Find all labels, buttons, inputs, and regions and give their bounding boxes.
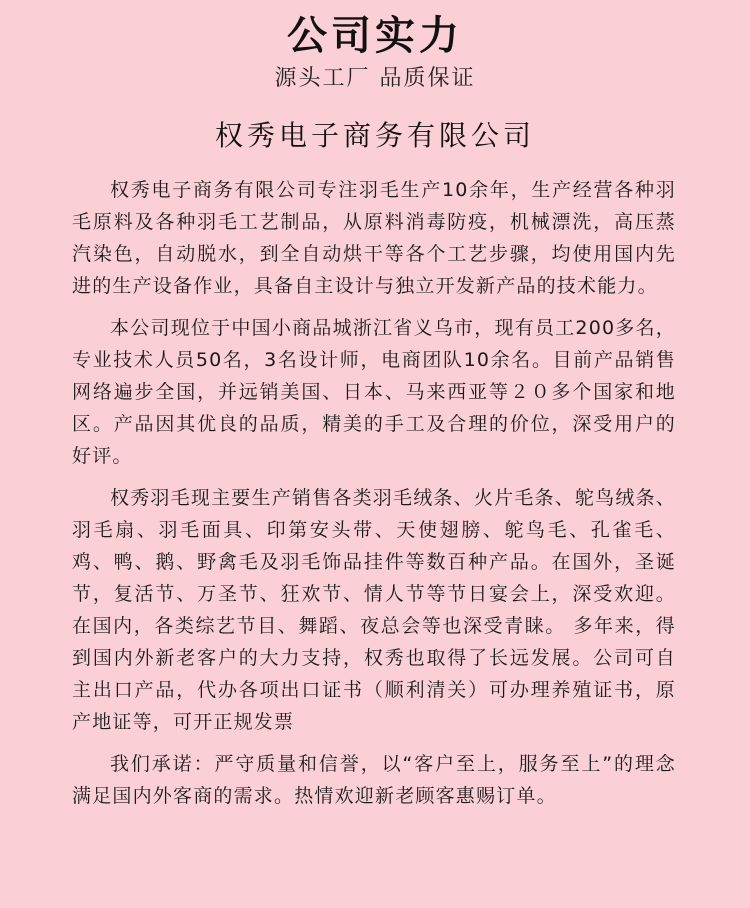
- company-name-heading: 权秀电子商务有限公司: [214, 119, 535, 152]
- paragraph-products: 权秀羽毛现主要生产销售各类羽毛绒条、火片毛条、鸵鸟绒条、羽毛扇、羽毛面具、印第安头带、天使翅膀、鸵鸟毛、孔雀毛、鸡、鸭、鹅、野禽毛及羽毛饰品挂件等数百种产品。在国外，圣诞节，复活节、万圣节、狂欢节、情人节等节日宴会上，深受欢迎。在国内，各类综艺节目、舞蹈、夜总会等也深受青睐。 多年来，得到国内外新老客户的大力支持，权秀也取得了长远发展。公司可自主出口产品，代办各项出口证书（顺利清关）可办理养殖证书，原产地证等，可开正规发票: [72, 487, 676, 733]
- paragraph-introduction: 权秀电子商务有限公司专注羽毛生产10余年，生产经营各种羽毛原料及各种羽毛工艺制品，从原料消毒防疫，机械漂洗，高压蒸汽染色，自动脱水，到全自动烘干等各个工艺步骤，均使用国内先进的生产设备作业，具备自主设计与独立开发新产品的技术能力。: [72, 179, 676, 297]
- paragraph-location-staff: 本公司现位于中国小商品城浙江省义乌市，现有员工200多名，专业技术人员50名，3名设计师，电商团队10余名。目前产品销售网络遍步全国，并远销美国、日本、马来西亚等２０多个国家和地区。产品因其优良的品质，精美的手工及合理的价位，深受用户的好评。: [72, 317, 676, 467]
- page-subtitle: 源头工厂 品质保证: [274, 66, 476, 91]
- paragraph-commitment: 我们承诺：严守质量和信誉，以“客户至上，服务至上”的理念满足国内外客商的需求。热情欢迎新老顾客惠赐订单。: [72, 753, 676, 807]
- company-description: [72, 174, 676, 822]
- page-title: 公司实力: [287, 13, 463, 59]
